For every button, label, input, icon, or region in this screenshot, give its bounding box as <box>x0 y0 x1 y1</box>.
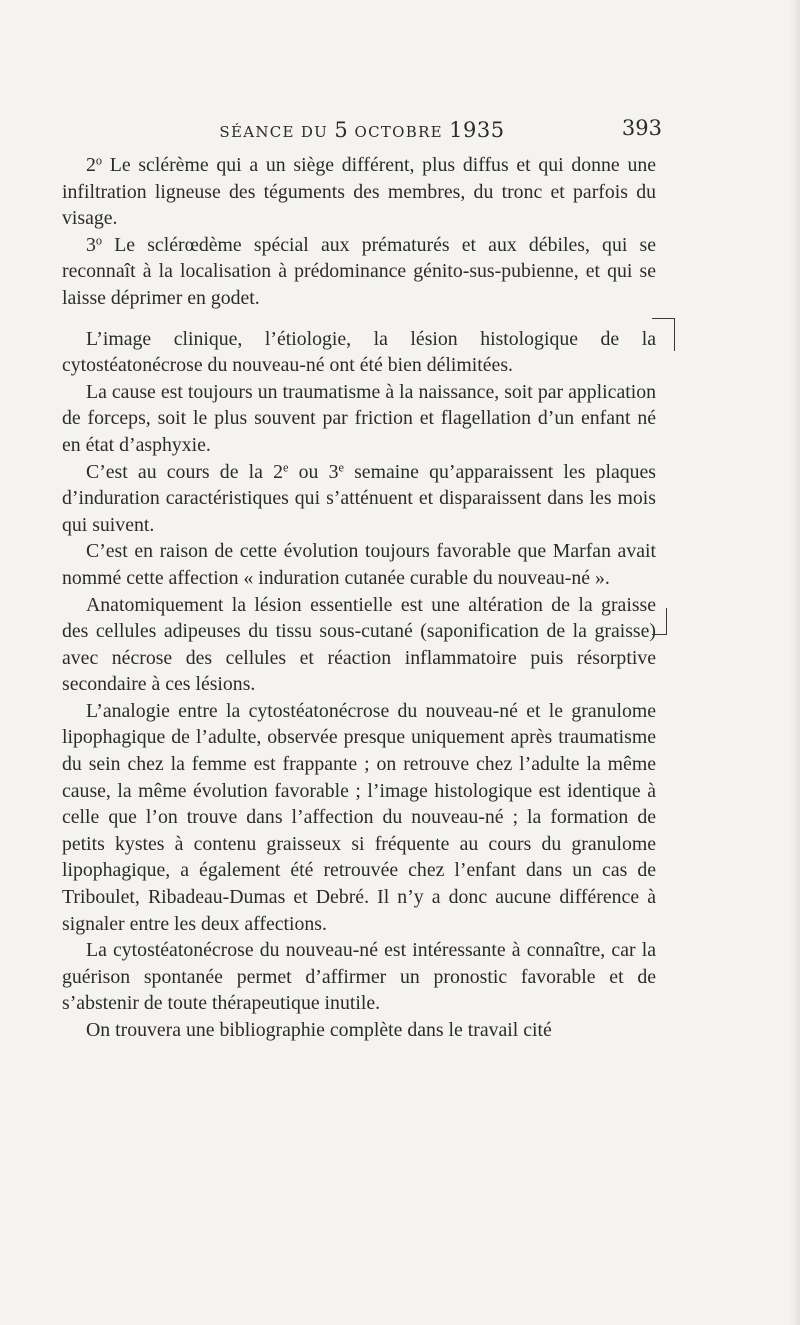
list-number-3: 3 <box>86 233 96 256</box>
paragraph-semaine-a: C’est au cours de la 2 <box>86 460 283 483</box>
ordinal-sup-e1: e <box>283 459 289 474</box>
margin-bracket-top <box>652 318 675 351</box>
header-title-month: OCTOBRE <box>354 123 443 141</box>
header-title-part1: SÉANCE DU <box>219 123 329 141</box>
ordinal-sup-3: o <box>95 233 103 248</box>
paragraph-sclereme <box>62 152 656 232</box>
paragraph-anatomie: Anatomiquement la lésion essentielle est une altération de la graisse des cellules adipeuses du tissu sous-cutané (saponification de la graisse) avec nécrose des cellules et réaction inflammatoire puis résorptive secondaire à ces lésions. <box>62 593 656 696</box>
list-number-2: 2 <box>86 154 96 176</box>
page-edge-shadow <box>790 0 800 1325</box>
paragraph-bibliographie: On trouvera une bibliographie complète dans le travail cité <box>86 1019 552 1041</box>
paragraph-scleroedeme <box>62 232 656 312</box>
paragraph-scleroedeme-text: Le sclérœdème spécial aux prématurés et aux débiles, qui se reconnaît à la localisation à prédominance génito-sus-pubienne, et qui se laisse déprimer en godet. <box>62 233 656 309</box>
ordinal-sup-e2: e <box>338 459 344 474</box>
page-number: 393 <box>621 116 662 140</box>
paragraph-cause: La cause est toujours un traumatisme à la naissance, soit par application de forceps, soit le plus souvent par friction et flagellation d’un enfant né en état d’asphyxie. <box>62 380 656 456</box>
paragraph-analogie: L’analogie entre la cytostéatonécrose du nouveau-né et le granulome lipophagique de l’adulte, observée presque uniquement après traumatisme du sein chez la femme est frappante ; on retrouve chez l’adulte la même cause, la même évolution favorable ; l’image histologique est identique à celle que l’on trouve dans l’affection du nouveau-né ; la formation de petits kystes à contenu graisseux si fréquente au cours du granulome lipophagique, a également été retrouvée chez l’enfant dans un cas de Triboulet, Ribadeau-Dumas et Debré. Il n’y a donc aucune différence à signaler entre les deux affections. <box>62 699 656 935</box>
paragraph-semaine <box>62 459 656 539</box>
running-header <box>62 116 662 146</box>
margin-bracket-bottom <box>652 608 667 635</box>
header-title-day: 5 <box>334 118 349 142</box>
header-title <box>62 118 662 142</box>
paragraph-semaine-c: semaine qu’apparaissent les plaques d’induration caractéristiques qui s’atténuent et disparaissent dans les mois qui suivent. <box>62 460 656 536</box>
ordinal-sup-2: o <box>95 153 103 168</box>
paragraph-marfan: C’est en raison de cette évolution toujours favorable que Marfan avait nommé cette affection « induration cutanée curable du nouveau-né ». <box>62 540 656 589</box>
paragraph-semaine-b: ou 3 <box>288 460 339 483</box>
paragraph-pronostic: La cytostéatonécrose du nouveau-né est intéressante à connaître, car la guérison spontanée permet d’affirmer un pronostic favorable et de s’abstenir de toute thérapeutique inutile. <box>62 939 656 1015</box>
header-title-year: 1935 <box>449 118 505 142</box>
paragraph-image-clinique: L’image clinique, l’étiologie, la lésion histologique de la cytostéatonécrose du nouveau-né ont été bien délimitées. <box>62 327 656 377</box>
paragraph-sclereme-text: Le sclérème qui a un siège différent, plus diffus et qui donne une infiltration ligneuse des téguments des membres, du tronc et parfois du visage. <box>62 154 656 230</box>
body-text <box>62 152 656 1044</box>
